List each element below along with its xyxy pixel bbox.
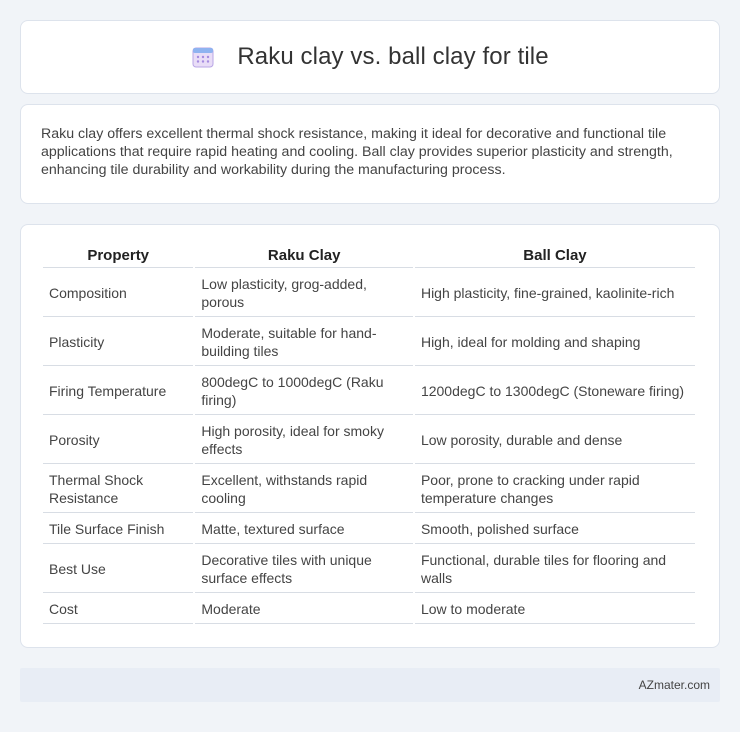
table-row <box>43 368 695 415</box>
table-row <box>43 595 695 624</box>
comparison-table <box>41 243 697 626</box>
table-cell: Porosity <box>43 417 193 464</box>
title-card <box>20 20 720 94</box>
table-row <box>43 319 695 366</box>
table-row <box>43 270 695 317</box>
table-cell: Tile Surface Finish <box>43 515 193 544</box>
table-cell: Low plasticity, grog-added, porous <box>195 270 413 317</box>
comparison-table-card <box>20 224 720 648</box>
page-title: Raku clay vs. ball clay for tile <box>237 43 549 70</box>
table-cell: Excellent, withstands rapid cooling <box>195 466 413 513</box>
table-cell: Moderate, suitable for hand-building tiles <box>195 319 413 366</box>
table-cell: Decorative tiles with unique surface effects <box>195 546 413 593</box>
footer <box>20 668 720 702</box>
table-cell: Thermal Shock Resistance <box>43 466 193 513</box>
summary-text: Raku clay offers excellent thermal shock resistance, making it ideal for decorative and functional tile applications that require rapid heating and cooling. Ball clay provides superior plasticity and strength, enhancing tile durability and workability during the manufacturing process. <box>41 126 673 178</box>
table-cell: Matte, textured surface <box>195 515 413 544</box>
calendar-icon <box>191 45 215 69</box>
table-cell: Firing Temperature <box>43 368 193 415</box>
table-cell: High plasticity, fine-grained, kaolinite-rich <box>415 270 695 317</box>
table-row <box>43 417 695 464</box>
table-cell: Low to moderate <box>415 595 695 624</box>
table-cell: Cost <box>43 595 193 624</box>
table-cell: Smooth, polished surface <box>415 515 695 544</box>
table-cell: Low porosity, durable and dense <box>415 417 695 464</box>
table-cell: Best Use <box>43 546 193 593</box>
table-cell: High porosity, ideal for smoky effects <box>195 417 413 464</box>
table-row <box>43 546 695 593</box>
header-property: Property <box>43 245 193 268</box>
table-row <box>43 515 695 544</box>
header-raku-clay: Raku Clay <box>195 245 413 268</box>
table-cell: Composition <box>43 270 193 317</box>
summary-card <box>20 104 720 204</box>
table-cell: Moderate <box>195 595 413 624</box>
table-row <box>43 466 695 513</box>
table-cell: Poor, prone to cracking under rapid temperature changes <box>415 466 695 513</box>
table-cell: 1200degC to 1300degC (Stoneware firing) <box>415 368 695 415</box>
footer-site-link[interactable]: AZmater.com <box>638 678 710 692</box>
table-cell: 800degC to 1000degC (Raku firing) <box>195 368 413 415</box>
table-cell: Plasticity <box>43 319 193 366</box>
table-header-row <box>43 245 695 268</box>
table-cell: Functional, durable tiles for flooring and walls <box>415 546 695 593</box>
table-cell: High, ideal for molding and shaping <box>415 319 695 366</box>
header-ball-clay: Ball Clay <box>415 245 695 268</box>
